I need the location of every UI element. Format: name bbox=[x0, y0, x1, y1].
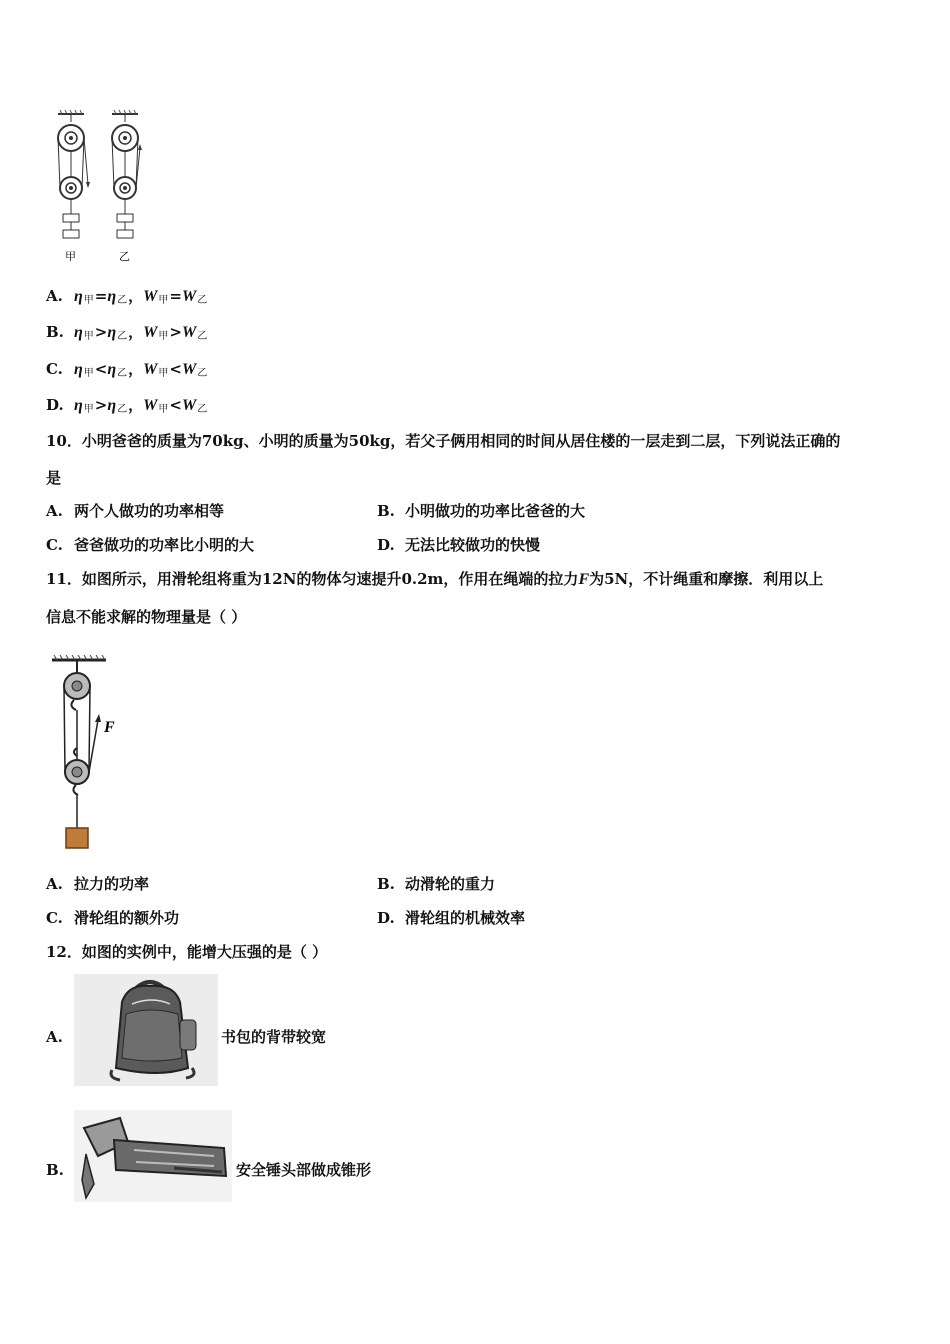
q12-option-a-text: 书包的背带较宽 bbox=[221, 1028, 327, 1046]
backpack-image[interactable] bbox=[74, 974, 218, 1086]
subscript: 甲 bbox=[158, 368, 169, 379]
q9-option-d[interactable] bbox=[46, 395, 208, 418]
q11-option-a[interactable] bbox=[46, 874, 149, 894]
q11-stem-line2: 信息不能求解的物理量是（ ） bbox=[46, 608, 247, 626]
option-letter: D. bbox=[46, 396, 64, 414]
q10-option-d[interactable] bbox=[377, 535, 540, 555]
figure-label-jia: 甲 bbox=[65, 250, 76, 263]
safety-hammer-image[interactable] bbox=[74, 1110, 232, 1202]
q9-option-a[interactable] bbox=[46, 286, 208, 309]
q11-option-c[interactable] bbox=[46, 908, 179, 928]
work-symbol: W bbox=[143, 397, 158, 414]
q11-option-b[interactable] bbox=[377, 874, 495, 894]
option-text: 拉力的功率 bbox=[74, 875, 150, 893]
q10-option-b[interactable] bbox=[377, 501, 585, 521]
option-letter: A. bbox=[46, 502, 63, 520]
q10-stem-line1: 10．小明爸爸的质量为70kg、小明的质量为50kg，若父子俩用相同的时间从居住楼的一层走到二层，下列说法正确的 bbox=[46, 432, 841, 450]
force-label: F bbox=[104, 719, 115, 736]
relation: > bbox=[94, 323, 108, 341]
option-text: 无法比较做功的快慢 bbox=[405, 536, 541, 554]
force-variable: F bbox=[578, 571, 590, 588]
eta-symbol: η bbox=[74, 288, 83, 305]
option-letter: B. bbox=[46, 323, 64, 341]
q12-stem: 12．如图的实例中，能增大压强的是（ ） bbox=[46, 943, 328, 961]
q12-option-b-text: 安全锤头部做成锥形 bbox=[236, 1161, 372, 1179]
subscript: 甲 bbox=[158, 295, 169, 306]
relation: > bbox=[169, 323, 182, 341]
separator: ， bbox=[128, 323, 144, 341]
option-letter: D. bbox=[377, 536, 395, 554]
q10-option-c[interactable] bbox=[46, 535, 254, 555]
relation: > bbox=[94, 396, 108, 414]
work-symbol: W bbox=[143, 324, 158, 341]
subscript: 乙 bbox=[197, 368, 208, 379]
subscript: 甲 bbox=[83, 331, 94, 342]
work-symbol: W bbox=[181, 288, 197, 305]
subscript: 乙 bbox=[117, 404, 128, 415]
subscript: 乙 bbox=[197, 295, 208, 306]
relation: = bbox=[94, 287, 108, 305]
subscript: 乙 bbox=[117, 368, 128, 379]
subscript: 甲 bbox=[158, 404, 169, 415]
work-symbol: W bbox=[181, 361, 197, 378]
option-letter: B. bbox=[377, 502, 395, 520]
q11-option-d[interactable] bbox=[377, 908, 525, 928]
subscript: 乙 bbox=[197, 404, 208, 415]
backpack-icon bbox=[74, 974, 218, 1086]
subscript: 甲 bbox=[158, 331, 169, 342]
subscript: 甲 bbox=[83, 368, 94, 379]
eta-symbol: η bbox=[107, 288, 117, 305]
option-text: 滑轮组的额外功 bbox=[74, 909, 180, 927]
option-text: 滑轮组的机械效率 bbox=[405, 909, 526, 927]
option-letter: A. bbox=[46, 287, 63, 305]
pulley-figure-q11 bbox=[46, 652, 136, 852]
option-text: 动滑轮的重力 bbox=[405, 875, 496, 893]
subscript: 乙 bbox=[117, 295, 128, 306]
hammer-icon bbox=[74, 1110, 232, 1202]
subscript: 甲 bbox=[83, 295, 94, 306]
option-letter: A. bbox=[46, 875, 63, 893]
figure-label-yi: 乙 bbox=[119, 250, 130, 263]
option-letter: C. bbox=[46, 360, 63, 378]
eta-symbol: η bbox=[74, 324, 83, 341]
option-text: 小明做功的功率比爸爸的大 bbox=[405, 502, 586, 520]
q10-stem-line2: 是 bbox=[46, 469, 62, 487]
eta-symbol: η bbox=[107, 324, 117, 341]
eta-symbol: η bbox=[107, 361, 117, 378]
option-letter: D. bbox=[377, 909, 395, 927]
relation: < bbox=[169, 360, 182, 378]
option-text: 两个人做功的功率相等 bbox=[74, 502, 225, 520]
separator: ， bbox=[128, 396, 144, 414]
option-text: 爸爸做功的功率比小明的大 bbox=[74, 536, 255, 554]
option-letter: B. bbox=[377, 875, 395, 893]
work-symbol: W bbox=[181, 324, 197, 341]
eta-symbol: η bbox=[74, 361, 83, 378]
option-letter: C. bbox=[46, 536, 63, 554]
relation: < bbox=[169, 396, 182, 414]
q12-option-a-letter[interactable]: A. bbox=[46, 1028, 63, 1046]
subscript: 甲 bbox=[83, 404, 94, 415]
relation: = bbox=[169, 287, 182, 305]
pulley-figure-q9 bbox=[50, 108, 160, 268]
separator: ， bbox=[128, 287, 144, 305]
q12-option-b-letter[interactable]: B. bbox=[46, 1161, 64, 1179]
q11-stem-line1 bbox=[46, 569, 823, 590]
eta-symbol: η bbox=[107, 397, 117, 414]
q11-stem-pre: 11．如图所示，用滑轮组将重为12N的物体匀速提升0.2m，作用在绳端的拉力 bbox=[46, 570, 579, 588]
separator: ， bbox=[128, 360, 144, 378]
q9-option-c[interactable] bbox=[46, 359, 208, 382]
eta-symbol: η bbox=[74, 397, 83, 414]
option-letter: C. bbox=[46, 909, 63, 927]
relation: < bbox=[94, 360, 108, 378]
q11-stem-post: 为5N，不计绳重和摩擦．利用以上 bbox=[589, 570, 824, 588]
work-symbol: W bbox=[143, 361, 158, 378]
subscript: 乙 bbox=[197, 331, 208, 342]
work-symbol: W bbox=[143, 288, 158, 305]
q9-option-b[interactable] bbox=[46, 322, 208, 345]
subscript: 乙 bbox=[117, 331, 128, 342]
work-symbol: W bbox=[181, 397, 197, 414]
q10-option-a[interactable] bbox=[46, 501, 224, 521]
